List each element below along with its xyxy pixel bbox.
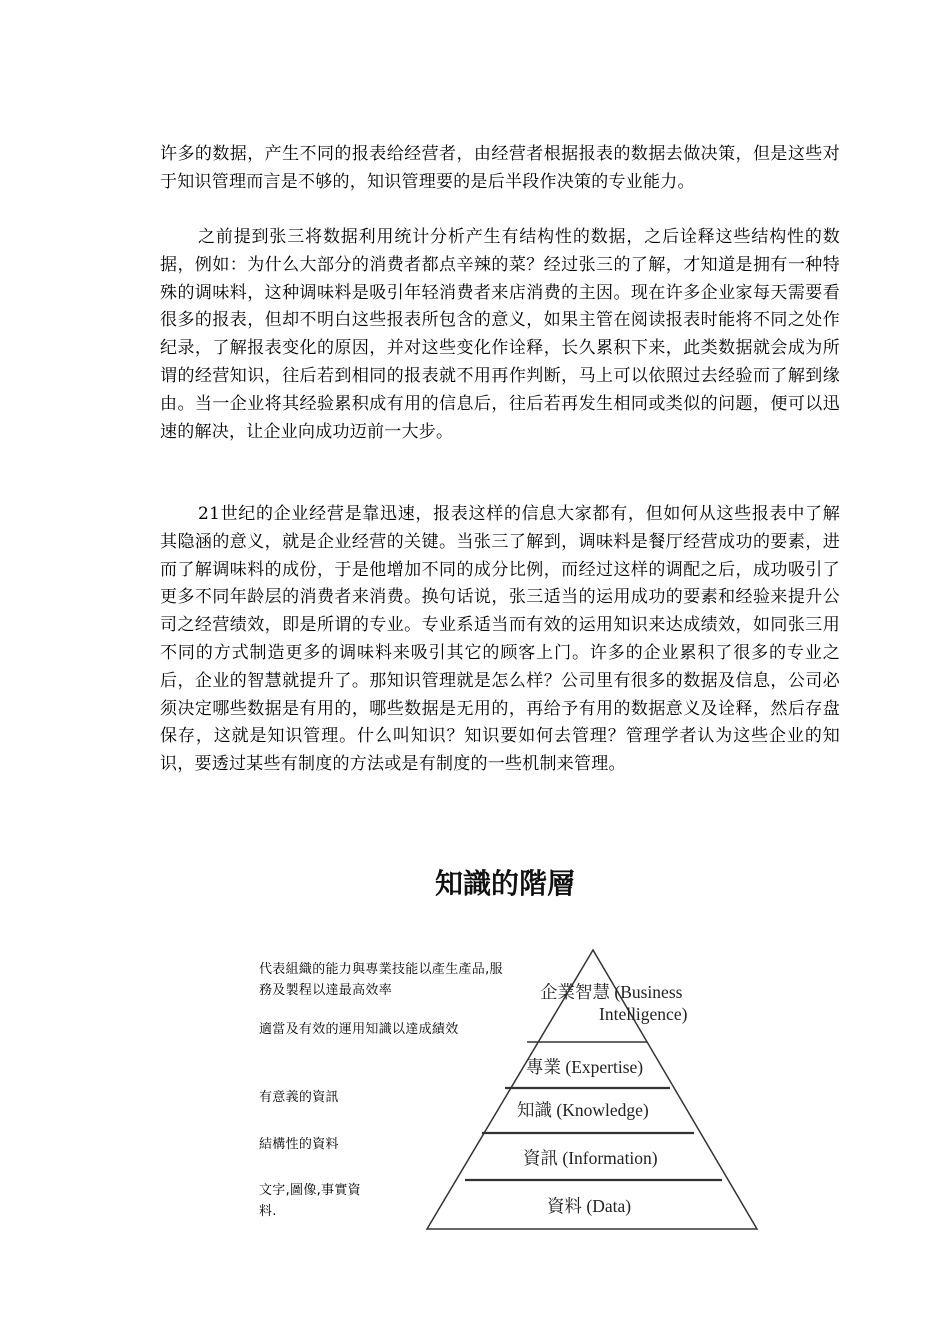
figure-title: 知識的階層 xyxy=(434,867,575,900)
level-label-intelligence-line1: 企業智慧 (Business xyxy=(540,982,683,1002)
level-description-information: 結構性的資料 xyxy=(259,1137,339,1152)
level-label-intelligence-line2: Intelligence) xyxy=(599,1004,688,1024)
paragraph-1: 许多的数据，产生不同的报表给经营者，由经营者根据报表的数据去做决策，但是这些对于知识管理而言是不够的，知识管理要的是后半段作决策的专业能力。 xyxy=(160,144,840,192)
paragraph-2: 之前提到张三将数据利用统计分析产生有结构性的数据，之后诠释这些结构性的数据，例如：为什么大部分的消费者都点辛辣的菜？经过张三的了解，才知道是拥有一种特殊的调味料，这种调味料是吸引年轻消费者来店消费的主因。现在许多企业家每天需要看很多的报表，但却不明白这些报表所包含的意义，如果主管在阅读报表时能将不同之处作纪录，了解报表变化的原因，并对这些变化作诠释，长久累积下来，此类数据就会成为所谓的经营知识，往后若到相同的报表就不用再作判断，马上可以依照过去经验而了解到缘由。当一企业将其经验累积成有用的信息后，往后若再发生相同或类似的问题，便可以迅速的解决，让企业向成功迈前一大步。 xyxy=(160,227,840,442)
level-description-data: 文字,圖像,事實資料. xyxy=(259,1183,361,1219)
level-label-knowledge: 知識 (Knowledge) xyxy=(517,1100,649,1120)
level-label-data: 資料 (Data) xyxy=(547,1196,632,1216)
level-description-expertise: 適當及有效的運用知識以達成績效 xyxy=(259,1022,459,1037)
level-label-expertise: 專業 (Expertise) xyxy=(526,1057,644,1077)
paragraph-3: 21世纪的企业经营是靠迅速，报表这样的信息大家都有，但如何从这些报表中了解其隐涵的意义，就是企业经营的关键。当张三了解到，调味料是餐厅经营成功的要素，进而了解调味料的成份，于是他增加不同的成分比例，而经过这样的调配之后，成功吸引了更多不同年龄层的消费者来消费。换句话说，张三适当的运用成功的要素和经验来提升公司之经营绩效，即是所谓的专业。专业系适当而有效的运用知识来达成绩效，如同张三用不同的方式制造更多的调味料来吸引其它的顾客上门。许多的企业累积了很多的专业之后，企业的智慧就提升了。那知识管理就是怎么样？公司里有很多的数据及信息，公司必须决定哪些数据是有用的，哪些数据是无用的，再给予有用的数据意义及诠释，然后存盘保存，这就是知识管理。什么叫知识？知识要如何去管理？管理学者认为这些企业的知识，要透过某些有制度的方法或是有制度的一些机制来管理。 xyxy=(160,504,840,775)
level-label-information: 資訊 (Information) xyxy=(523,1148,658,1168)
level-description-knowledge: 有意義的資訊 xyxy=(259,1090,339,1105)
level-description-intelligence: 代表組織的能力與專業技能以產生產品,服務及製程以達最高效率 xyxy=(259,962,503,998)
